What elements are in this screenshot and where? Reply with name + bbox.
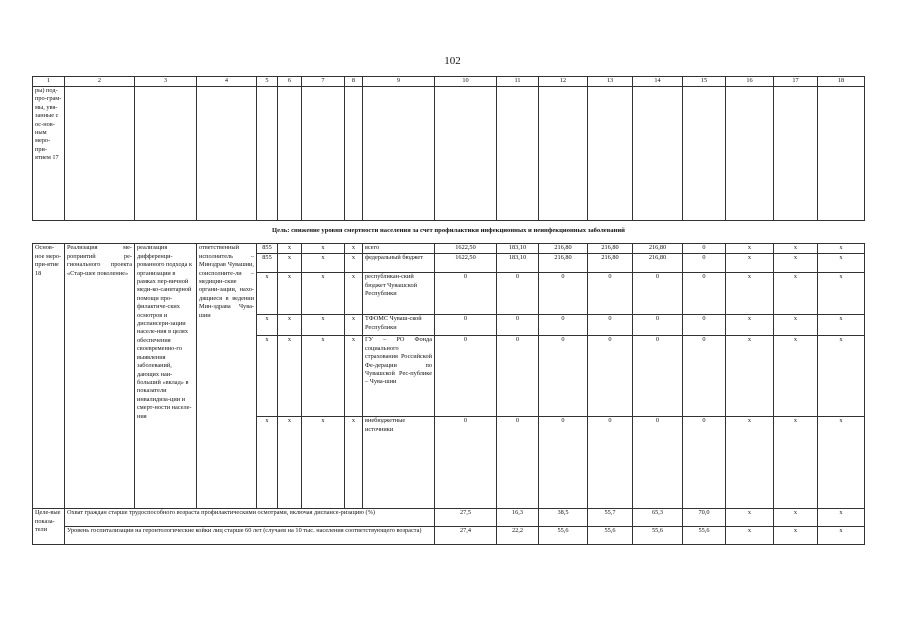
value-cell: 0 bbox=[683, 417, 726, 509]
code-cell: x bbox=[345, 417, 363, 509]
value-cell: x bbox=[818, 273, 865, 315]
value-cell: 0 bbox=[683, 273, 726, 315]
value-cell: 0 bbox=[497, 315, 539, 336]
value-cell: x bbox=[774, 527, 818, 545]
column-header: 18 bbox=[818, 77, 865, 87]
grbs-cell: x bbox=[257, 315, 278, 336]
value-cell: 216,80 bbox=[633, 244, 683, 254]
value-cell: 27,5 bbox=[435, 509, 497, 527]
value-cell: 0 bbox=[683, 244, 726, 254]
value-cell: 55,7 bbox=[588, 509, 633, 527]
value-cell: x bbox=[818, 417, 865, 509]
indicator-text: Охват граждан старше трудоспособного возраста профилактическими осмотрами, включая диспансе-ризацию (%) bbox=[65, 509, 435, 527]
measure-name: Реализация ме-роприятий ре-гионального проекта «Стар-шее поколение» bbox=[65, 244, 135, 509]
value-cell: x bbox=[774, 315, 818, 336]
indicators-label: Целе-вые показа-тели bbox=[33, 509, 65, 545]
code-cell: x bbox=[302, 254, 345, 273]
code-cell: x bbox=[278, 315, 302, 336]
value-cell: x bbox=[818, 315, 865, 336]
value-cell: x bbox=[726, 315, 774, 336]
value-cell: 183,10 bbox=[497, 244, 539, 254]
column-header: 11 bbox=[497, 77, 539, 87]
value-cell: 0 bbox=[633, 336, 683, 417]
code-cell: x bbox=[278, 273, 302, 315]
value-cell: x bbox=[818, 254, 865, 273]
code-cell: x bbox=[345, 315, 363, 336]
code-cell: x bbox=[302, 244, 345, 254]
column-header-row bbox=[33, 77, 865, 87]
funding-source: республикан-ский бюджет Чувашской Республики bbox=[363, 273, 435, 315]
value-cell: 0 bbox=[435, 273, 497, 315]
value-cell: 0 bbox=[497, 417, 539, 509]
value-cell: x bbox=[818, 336, 865, 417]
value-cell: x bbox=[726, 527, 774, 545]
value-cell: 0 bbox=[539, 417, 588, 509]
code-cell: x bbox=[302, 417, 345, 509]
value-cell: 27,4 bbox=[435, 527, 497, 545]
column-header: 13 bbox=[588, 77, 633, 87]
value-cell: x bbox=[726, 509, 774, 527]
value-cell: 0 bbox=[633, 315, 683, 336]
value-cell: 22,2 bbox=[497, 527, 539, 545]
code-cell: x bbox=[302, 315, 345, 336]
funding-source: ТФОМС Чуваш-ской Республики bbox=[363, 315, 435, 336]
grbs-cell: 855 bbox=[257, 254, 278, 273]
value-cell: x bbox=[726, 273, 774, 315]
value-cell: 0 bbox=[435, 417, 497, 509]
goal-row bbox=[33, 221, 865, 244]
column-header: 3 bbox=[135, 77, 197, 87]
indicator-text: Уровень госпитализации на геронтологические койки лиц старше 60 лет (случаев на 10 тыс. населения соответствующего возраста) bbox=[65, 527, 435, 545]
value-cell: x bbox=[774, 273, 818, 315]
column-header: 7 bbox=[302, 77, 345, 87]
value-cell: 216,80 bbox=[539, 254, 588, 273]
value-cell: 70,0 bbox=[683, 509, 726, 527]
page-number: 102 bbox=[444, 55, 461, 67]
value-cell: 55,6 bbox=[539, 527, 588, 545]
value-cell: 0 bbox=[539, 273, 588, 315]
code-cell: x bbox=[302, 273, 345, 315]
value-cell: 216,80 bbox=[539, 244, 588, 254]
value-cell: 216,80 bbox=[588, 244, 633, 254]
value-cell: x bbox=[774, 417, 818, 509]
budget-table bbox=[32, 76, 864, 545]
value-cell: x bbox=[818, 244, 865, 254]
value-cell: 16,3 bbox=[497, 509, 539, 527]
continued-row bbox=[33, 87, 865, 221]
measure-row bbox=[33, 244, 865, 254]
grbs-cell: x bbox=[257, 336, 278, 417]
grbs-cell: x bbox=[257, 417, 278, 509]
value-cell: 38,5 bbox=[539, 509, 588, 527]
code-cell: x bbox=[278, 244, 302, 254]
value-cell: 1622,50 bbox=[435, 254, 497, 273]
value-cell: 0 bbox=[539, 315, 588, 336]
value-cell: 0 bbox=[683, 254, 726, 273]
value-cell: 183,10 bbox=[497, 254, 539, 273]
code-cell: x bbox=[278, 417, 302, 509]
funding-source: федеральный бюджет bbox=[363, 254, 435, 273]
code-cell: x bbox=[278, 254, 302, 273]
value-cell: x bbox=[818, 509, 865, 527]
column-header: 15 bbox=[683, 77, 726, 87]
value-cell: 55,6 bbox=[633, 527, 683, 545]
value-cell: 0 bbox=[588, 417, 633, 509]
value-cell: 216,80 bbox=[588, 254, 633, 273]
value-cell: 55,6 bbox=[588, 527, 633, 545]
value-cell: x bbox=[726, 336, 774, 417]
column-header: 10 bbox=[435, 77, 497, 87]
column-header: 9 bbox=[363, 77, 435, 87]
value-cell: 0 bbox=[633, 417, 683, 509]
column-header: 6 bbox=[278, 77, 302, 87]
value-cell: 0 bbox=[633, 273, 683, 315]
column-header: 17 bbox=[774, 77, 818, 87]
value-cell: x bbox=[774, 509, 818, 527]
column-header: 16 bbox=[726, 77, 774, 87]
value-cell: x bbox=[726, 254, 774, 273]
value-cell: 0 bbox=[435, 315, 497, 336]
value-cell: 55,6 bbox=[683, 527, 726, 545]
code-cell: x bbox=[345, 336, 363, 417]
code-cell: x bbox=[278, 336, 302, 417]
grbs-cell: x bbox=[257, 273, 278, 315]
value-cell: 0 bbox=[588, 273, 633, 315]
column-header: 1 bbox=[33, 77, 65, 87]
value-cell: 0 bbox=[435, 336, 497, 417]
goal-heading: Цель: снижение уровня смертности населения за счет профилактики инфекционных и неинфекционных заболеваний bbox=[33, 221, 865, 244]
value-cell: x bbox=[774, 336, 818, 417]
column-header: 8 bbox=[345, 77, 363, 87]
value-cell: x bbox=[774, 244, 818, 254]
value-cell: x bbox=[726, 244, 774, 254]
column-header: 5 bbox=[257, 77, 278, 87]
value-cell: 216,80 bbox=[633, 254, 683, 273]
value-cell: 0 bbox=[539, 336, 588, 417]
value-cell: x bbox=[818, 527, 865, 545]
measure-type: Основ-ное меро-при-ятие 18 bbox=[33, 244, 65, 509]
column-header: 12 bbox=[539, 77, 588, 87]
value-cell: 0 bbox=[588, 315, 633, 336]
column-header: 2 bbox=[65, 77, 135, 87]
indicator-row bbox=[33, 509, 865, 527]
value-cell: x bbox=[726, 417, 774, 509]
value-cell: 0 bbox=[683, 336, 726, 417]
value-cell: 65,3 bbox=[633, 509, 683, 527]
grbs-cell: 855 bbox=[257, 244, 278, 254]
value-cell: 0 bbox=[497, 273, 539, 315]
code-cell: x bbox=[302, 336, 345, 417]
code-cell: x bbox=[345, 254, 363, 273]
continued-cell: ры) под-про-грам-мы, увя-занные с ос-нов-ным меро-при-ятием 17 bbox=[33, 87, 65, 221]
measure-responsible: ответственный исполнитель – Минздрав Чувашии, соисполните-ли – медицин-ские органи-зации, нахо-дящиеся в ведении Мин-здрава Чува-шии bbox=[197, 244, 257, 509]
indicator-row bbox=[33, 527, 865, 545]
funding-source: внебюджетные источники bbox=[363, 417, 435, 509]
funding-source: всего bbox=[363, 244, 435, 254]
value-cell: 0 bbox=[588, 336, 633, 417]
column-header: 14 bbox=[633, 77, 683, 87]
measure-description: реализация дифференци-рованного подхода к организации в рамках пер-вичной меди-ко-санитарной помощи про-филактиче-ских осмотров и диспансери-зации населе-ния в целях обеспечения своевременно-го выявления заболеваний, дающих наи-больший «вклад» в показатели инвалидиза-ции и смерт-ности населе-ния bbox=[135, 244, 197, 509]
value-cell: 0 bbox=[497, 336, 539, 417]
code-cell: x bbox=[345, 244, 363, 254]
code-cell: x bbox=[345, 273, 363, 315]
value-cell: 1622,50 bbox=[435, 244, 497, 254]
column-header: 4 bbox=[197, 77, 257, 87]
value-cell: 0 bbox=[683, 315, 726, 336]
funding-source: ГУ – РО Фонда социального страхования Российской Фе-дерации по Чувашской Рес-публике – Чува-шии bbox=[363, 336, 435, 417]
value-cell: x bbox=[774, 254, 818, 273]
